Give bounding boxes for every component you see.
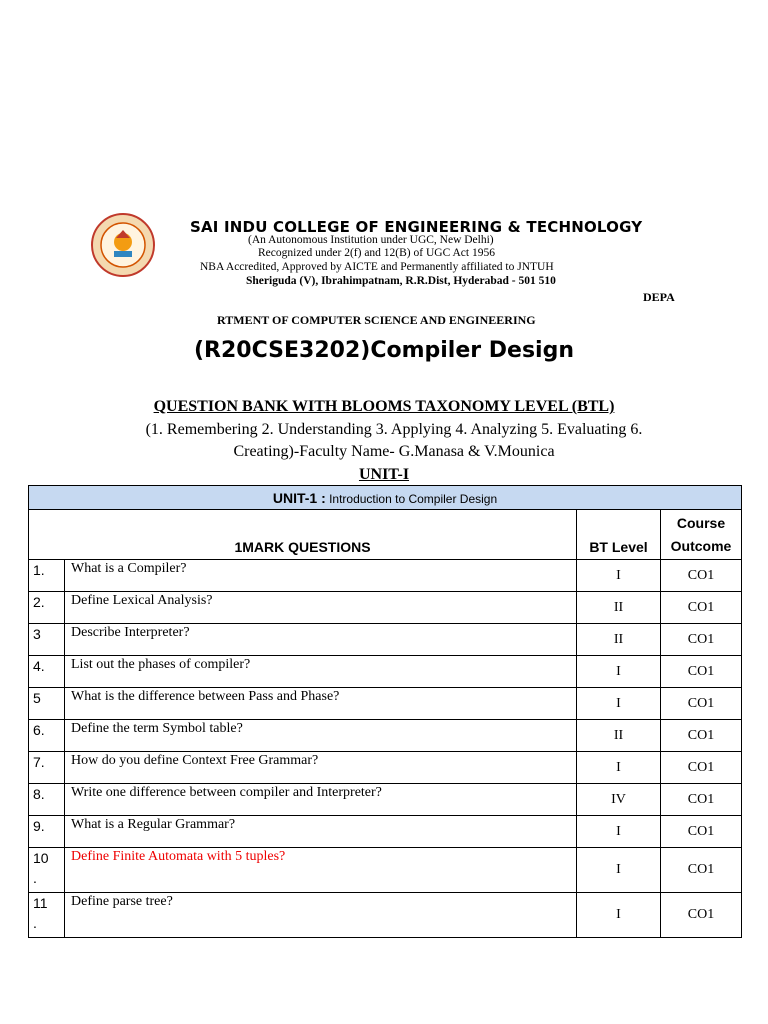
department-part-1: DEPA	[643, 290, 675, 304]
table-row	[29, 848, 742, 893]
question-number	[29, 592, 65, 624]
question-table	[28, 485, 742, 938]
question-text: What is the difference between Pass and Phase?	[65, 688, 577, 720]
bt-level: I	[577, 893, 661, 938]
course-title: (R20CSE3202)Compiler Design	[194, 338, 574, 363]
question-number	[29, 688, 65, 720]
question-number-text: 6.	[33, 722, 45, 738]
bt-level: II	[577, 624, 661, 656]
bt-level: I	[577, 560, 661, 592]
column-header-row	[29, 510, 742, 560]
question-text: Define parse tree?	[65, 893, 577, 938]
bt-level: II	[577, 592, 661, 624]
question-number-suffix: .	[33, 870, 37, 886]
bt-level: I	[577, 688, 661, 720]
bloom-levels-line-2: Creating)-Faculty Name- G.Manasa & V.Mounica	[233, 443, 555, 460]
course-outcome: CO1	[661, 688, 742, 720]
question-number	[29, 656, 65, 688]
table-row	[29, 720, 742, 752]
question-number-text: 7.	[33, 754, 45, 770]
college-subtitle-3: NBA Accredited, Approved by AICTE and Permanently affiliated to JNTUH	[200, 261, 554, 273]
course-outcome-line-1: Course	[676, 514, 726, 531]
table-row	[29, 560, 742, 592]
table-row	[29, 592, 742, 624]
course-outcome: CO1	[661, 816, 742, 848]
course-outcome: CO1	[661, 592, 742, 624]
question-number	[29, 720, 65, 752]
question-number-text: 11	[33, 895, 48, 911]
bloom-levels-line-1: (1. Remembering 2. Understanding 3. Applying 4. Analyzing 5. Evaluating 6.	[145, 421, 643, 438]
table-row	[29, 624, 742, 656]
unit-title: Introduction to Compiler Design	[325, 491, 498, 506]
table-row	[29, 688, 742, 720]
course-outcome: CO1	[661, 720, 742, 752]
college-subtitle-1: (An Autonomous Institution under UGC, New Delhi)	[248, 234, 494, 246]
bt-level: I	[577, 656, 661, 688]
course-outcome-line-2: Outcome	[670, 537, 732, 554]
course-outcome: CO1	[661, 656, 742, 688]
question-text: What is a Compiler?	[65, 560, 577, 592]
question-text: Define Lexical Analysis?	[65, 592, 577, 624]
question-number-text: 3	[33, 626, 41, 642]
question-number-text: 8.	[33, 786, 45, 802]
question-number	[29, 624, 65, 656]
bt-level: I	[577, 848, 661, 893]
table-row	[29, 784, 742, 816]
question-number-text: 1.	[33, 562, 45, 578]
column-header-course-outcome	[661, 510, 742, 560]
question-number-text: 9.	[33, 818, 45, 834]
table-row	[29, 656, 742, 688]
question-number-suffix: .	[33, 915, 37, 931]
unit-header-row	[29, 486, 742, 510]
course-outcome: CO1	[661, 893, 742, 938]
question-bank-title: QUESTION BANK WITH BLOOMS TAXONOMY LEVEL (BTL)	[153, 398, 615, 415]
unit-label: UNIT-1 :	[272, 489, 326, 506]
question-number-text: 4.	[33, 658, 45, 674]
question-number	[29, 848, 65, 893]
bt-level: IV	[577, 784, 661, 816]
course-outcome: CO1	[661, 784, 742, 816]
question-number	[29, 784, 65, 816]
college-address: Sheriguda (V), Ibrahimpatnam, R.R.Dist, Hyderabad - 501 510	[246, 275, 556, 287]
question-number	[29, 816, 65, 848]
question-number	[29, 893, 65, 938]
unit-header-cell	[29, 486, 742, 510]
question-number-text: 10	[33, 850, 49, 866]
bt-level: II	[577, 720, 661, 752]
question-number-text: 2.	[33, 594, 45, 610]
column-header-questions: 1MARK QUESTIONS	[29, 510, 577, 560]
question-number	[29, 752, 65, 784]
question-text: Write one difference between compiler and Interpreter?	[65, 784, 577, 816]
question-text: What is a Regular Grammar?	[65, 816, 577, 848]
bt-level: I	[577, 816, 661, 848]
unit-heading: UNIT-I	[358, 466, 410, 483]
course-outcome: CO1	[661, 752, 742, 784]
question-number-text: 5	[33, 690, 41, 706]
college-subtitle-2: Recognized under 2(f) and 12(B) of UGC Act 1956	[258, 247, 495, 259]
question-rows	[29, 560, 742, 938]
college-logo	[90, 212, 156, 278]
question-text: Define Finite Automata with 5 tuples?	[65, 848, 577, 893]
table-row	[29, 816, 742, 848]
question-text: Define the term Symbol table?	[65, 720, 577, 752]
table-row	[29, 752, 742, 784]
department-part-2: RTMENT OF COMPUTER SCIENCE AND ENGINEERING	[217, 313, 536, 327]
bt-level: I	[577, 752, 661, 784]
table-row	[29, 893, 742, 938]
course-outcome: CO1	[661, 624, 742, 656]
course-outcome: CO1	[661, 848, 742, 893]
question-text: How do you define Context Free Grammar?	[65, 752, 577, 784]
question-number	[29, 560, 65, 592]
column-header-bt-level: BT Level	[577, 510, 661, 560]
question-text: Describe Interpreter?	[65, 624, 577, 656]
question-text: List out the phases of compiler?	[65, 656, 577, 688]
course-outcome: CO1	[661, 560, 742, 592]
college-name: SAI INDU COLLEGE OF ENGINEERING & TECHNOLOGY	[190, 218, 643, 236]
